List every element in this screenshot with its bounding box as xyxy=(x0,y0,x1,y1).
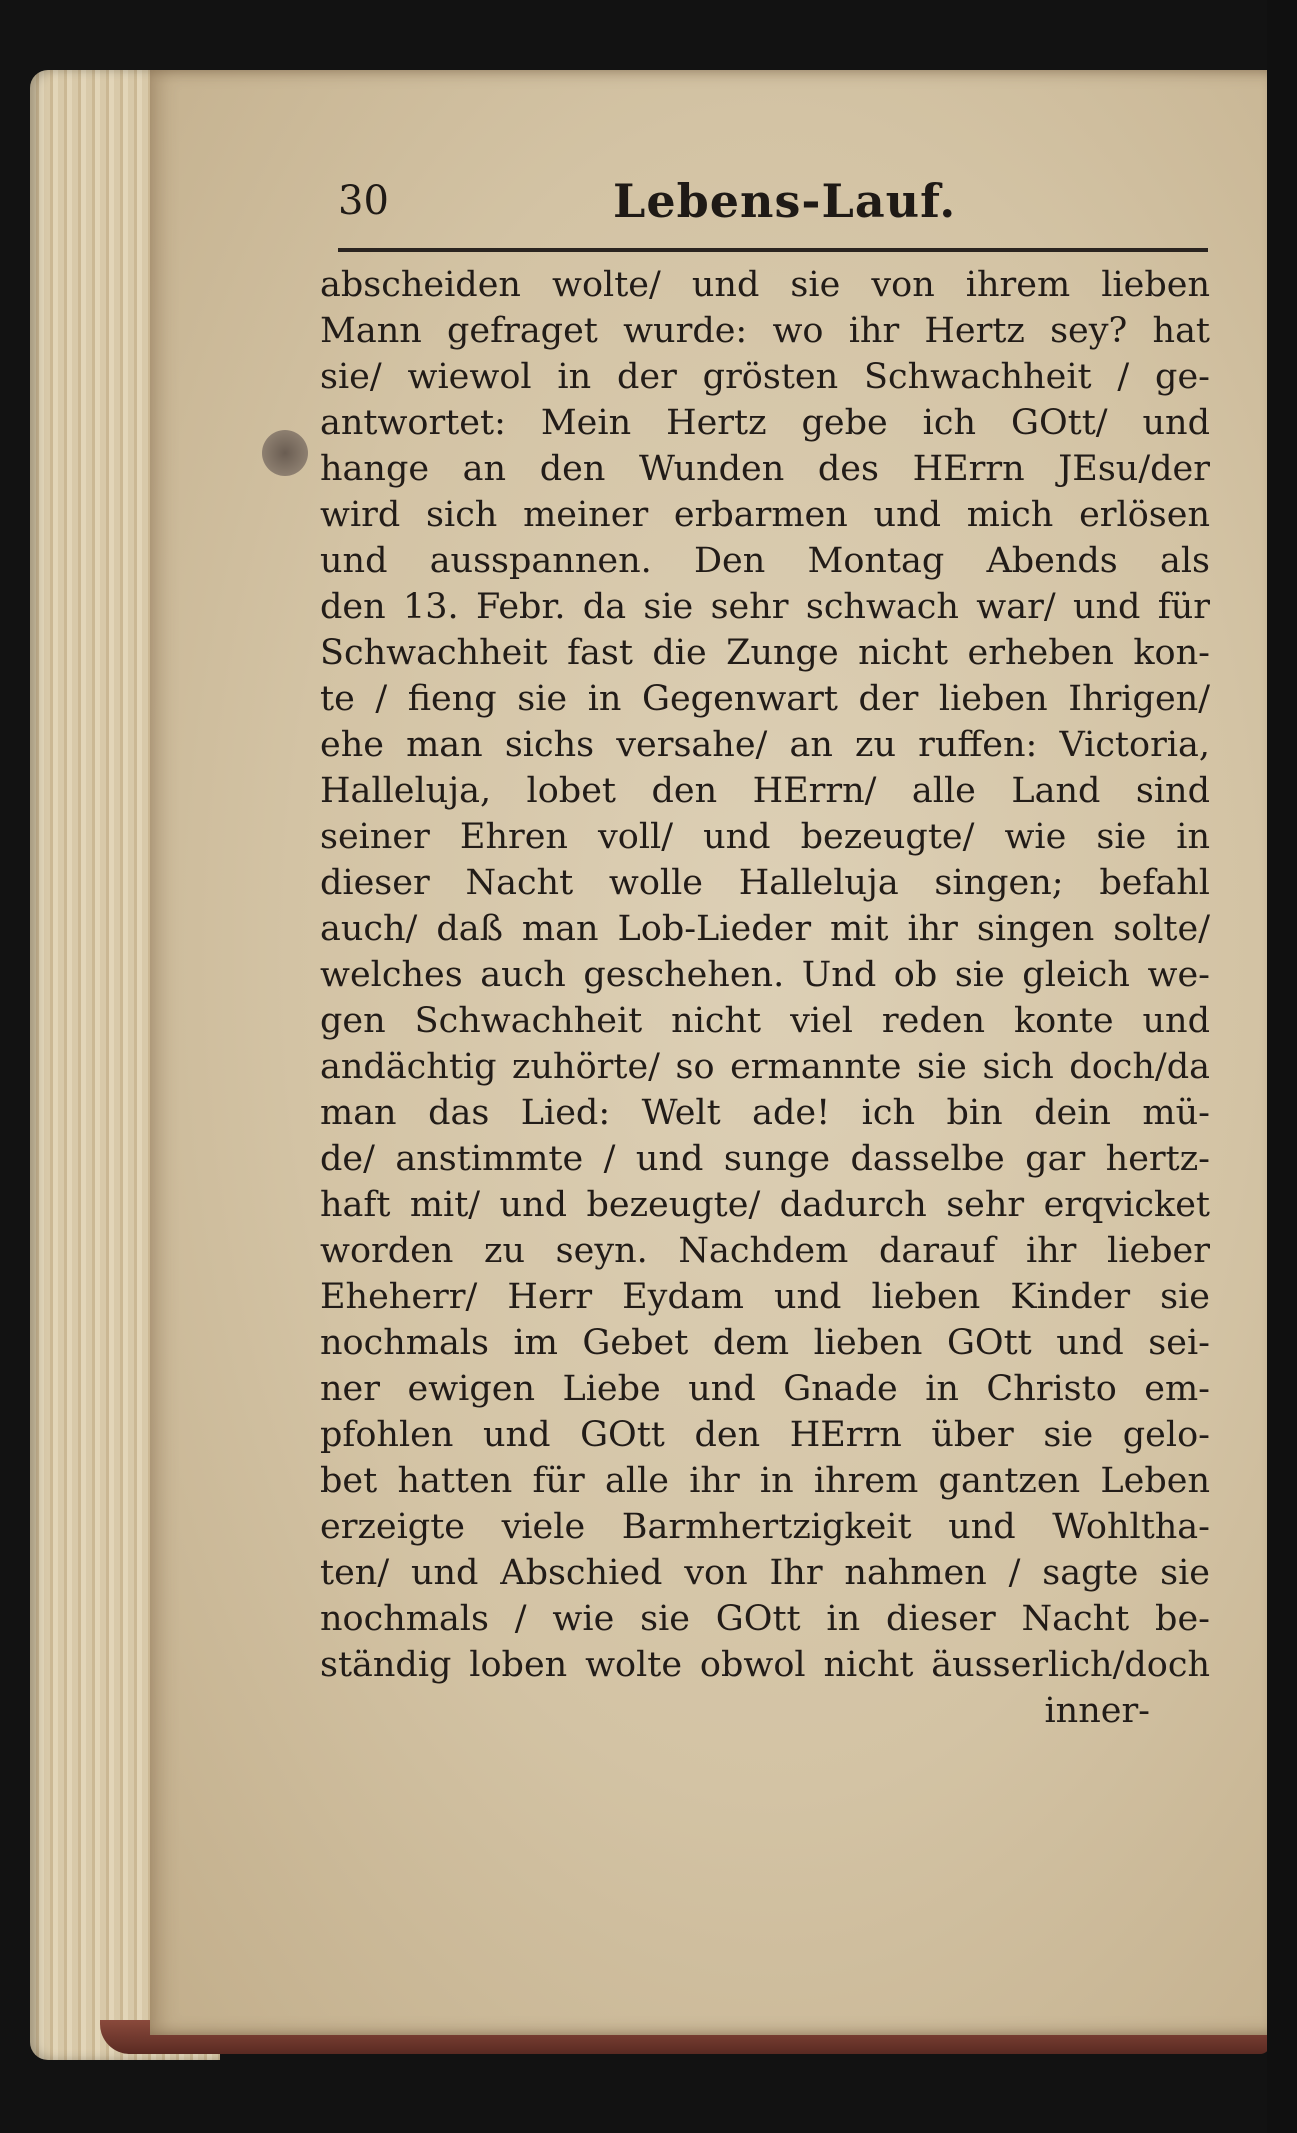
text-line: andächtig zuhörte/ so ermannte sie sich doch/da xyxy=(320,1047,1210,1087)
text-line: bet hatten für alle ihr in ihrem gantzen Leben xyxy=(320,1461,1210,1501)
text-line: ständig loben wolte obwol nicht äusserlich/doch xyxy=(320,1645,1210,1685)
text-line: nochmals / wie sie GOtt in dieser Nacht be- xyxy=(320,1599,1210,1639)
text-line: te / fieng sie in Gegenwart der lieben Ihrigen/ xyxy=(320,679,1210,719)
page-header xyxy=(338,174,1208,252)
text-line: man das Lied: Welt ade! ich bin dein mü- xyxy=(320,1093,1210,1133)
text-line: pfohlen und GOtt den HErrn über sie gelo- xyxy=(320,1415,1210,1455)
text-line: de/ anstimmte / und sunge dasselbe gar hertz- xyxy=(320,1139,1210,1179)
text-line: haft mit/ und bezeugte/ dadurch sehr erqvicket xyxy=(320,1185,1210,1225)
page-number: 30 xyxy=(338,178,389,224)
background-shadow xyxy=(1267,0,1297,2133)
text-line: worden zu seyn. Nachdem darauf ihr lieber xyxy=(320,1231,1210,1271)
text-line: erzeigte viele Barmhertzigkeit und Wohltha- xyxy=(320,1507,1210,1547)
text-line: Eheherr/ Herr Eydam und lieben Kinder sie xyxy=(320,1277,1210,1317)
text-line: und ausspannen. Den Montag Abends als xyxy=(320,541,1210,581)
ink-blot xyxy=(262,430,308,476)
text-line: antwortet: Mein Hertz gebe ich GOtt/ und xyxy=(320,403,1210,443)
body-text xyxy=(320,262,1210,1734)
text-line: wird sich meiner erbarmen und mich erlösen xyxy=(320,495,1210,535)
text-line: hange an den Wunden des HErrn JEsu/der xyxy=(320,449,1210,489)
text-line: Halleluja, lobet den HErrn/ alle Land sind xyxy=(320,771,1210,811)
text-line: dieser Nacht wolle Halleluja singen; befahl xyxy=(320,863,1210,903)
text-line: ner ewigen Liebe und Gnade in Christo em- xyxy=(320,1369,1210,1409)
catchword: inner- xyxy=(1044,1691,1150,1731)
text-line: sie/ wiewol in der grösten Schwachheit / ge- xyxy=(320,357,1210,397)
text-line: Mann gefraget wurde: wo ihr Hertz sey? hat xyxy=(320,311,1210,351)
text-line: welches auch geschehen. Und ob sie gleich we- xyxy=(320,955,1210,995)
text-line: nochmals im Gebet dem lieben GOtt und sei- xyxy=(320,1323,1210,1363)
text-line: auch/ daß man Lob-Lieder mit ihr singen solte/ xyxy=(320,909,1210,949)
running-head: Lebens-Lauf. xyxy=(613,174,957,228)
text-line: gen Schwachheit nicht viel reden konte und xyxy=(320,1001,1210,1041)
text-line: ten/ und Abschied von Ihr nahmen / sagte sie xyxy=(320,1553,1210,1593)
text-line: ehe man sichs versahe/ an zu ruffen: Victoria, xyxy=(320,725,1210,765)
text-line: abscheiden wolte/ und sie von ihrem lieben xyxy=(320,265,1210,305)
text-line: Schwachheit fast die Zunge nicht erheben kon- xyxy=(320,633,1210,673)
text-line: seiner Ehren voll/ und bezeugte/ wie sie in xyxy=(320,817,1210,857)
text-line: den 13. Febr. da sie sehr schwach war/ und für xyxy=(320,587,1210,627)
